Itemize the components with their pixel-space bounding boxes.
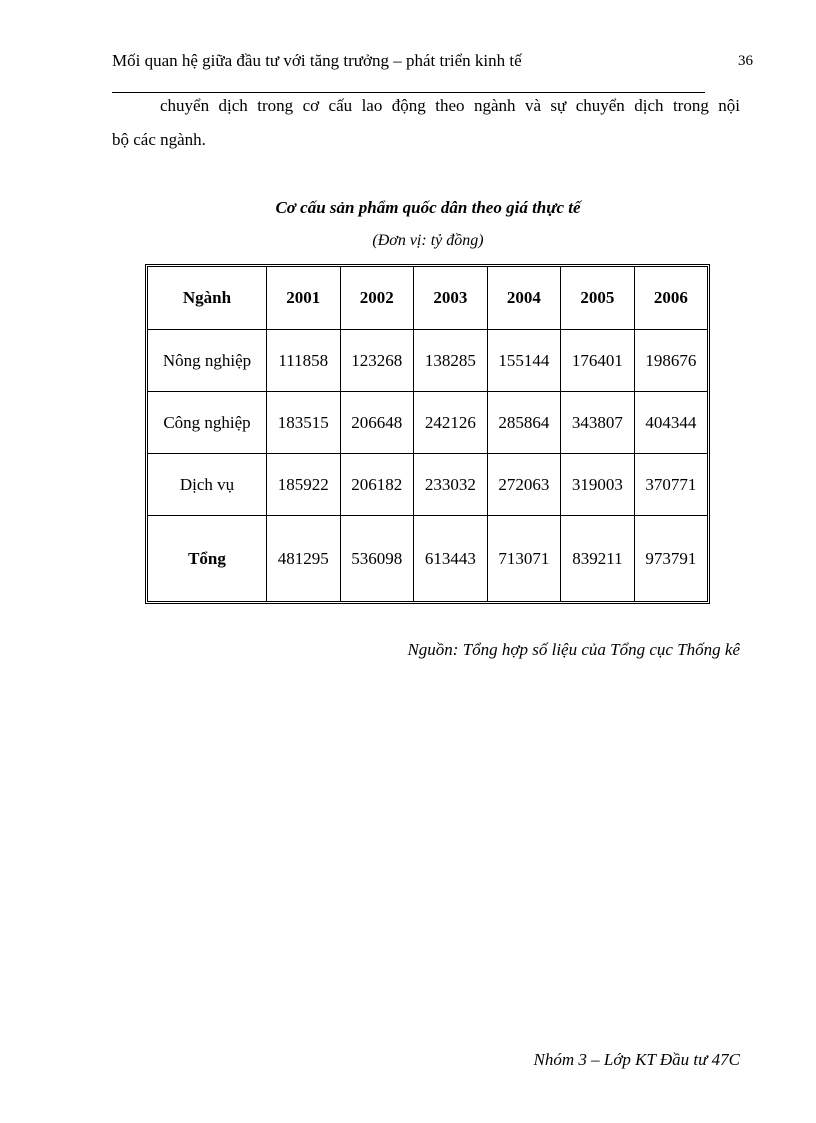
header-cell-2002: 2002	[340, 267, 414, 330]
header-cell-2006: 2006	[634, 267, 707, 330]
table-row-services	[148, 454, 707, 516]
row-label: Nông nghiệp	[148, 330, 267, 392]
body-paragraph-line-2: bộ các ngành.	[112, 130, 206, 149]
table-cell: 839211	[561, 516, 635, 603]
table-row-total	[148, 516, 707, 603]
table-row-agriculture	[148, 330, 707, 392]
table-cell: 176401	[561, 330, 635, 392]
table-title: Cơ cấu sản phẩm quốc dân theo giá thực tế	[275, 198, 581, 217]
table-row-industry	[148, 392, 707, 454]
header-cell-2001: 2001	[267, 267, 341, 330]
data-table-frame	[145, 264, 710, 604]
table-cell: 233032	[414, 454, 488, 516]
header-cell-2004: 2004	[487, 267, 561, 330]
table-cell: 198676	[634, 330, 707, 392]
header-rule	[112, 92, 705, 93]
table-cell: 613443	[414, 516, 488, 603]
row-label: Tổng	[148, 516, 267, 603]
table-cell: 183515	[267, 392, 341, 454]
table-cell: 242126	[414, 392, 488, 454]
table-header-row	[148, 267, 707, 330]
table-cell: 206182	[340, 454, 414, 516]
header-cell-2003: 2003	[414, 267, 488, 330]
table-cell: 272063	[487, 454, 561, 516]
table-cell: 206648	[340, 392, 414, 454]
header-cell-2005: 2005	[561, 267, 635, 330]
header-cell-sector: Ngành	[148, 267, 267, 330]
table-cell: 285864	[487, 392, 561, 454]
table-cell: 185922	[267, 454, 341, 516]
table-unit: (Đơn vị: tỷ đồng)	[372, 232, 484, 249]
table-cell: 319003	[561, 454, 635, 516]
table-cell: 111858	[267, 330, 341, 392]
row-label: Dịch vụ	[148, 454, 267, 516]
page-number: 36	[738, 53, 753, 69]
table-cell: 973791	[634, 516, 707, 603]
body-paragraph-line-1: chuyển dịch trong cơ cấu lao động theo ngành và sự chuyển dịch trong nội	[160, 96, 740, 115]
row-label: Công nghiệp	[148, 392, 267, 454]
table-cell: 713071	[487, 516, 561, 603]
table-cell: 343807	[561, 392, 635, 454]
table-cell: 370771	[634, 454, 707, 516]
table-cell: 481295	[267, 516, 341, 603]
table-cell: 155144	[487, 330, 561, 392]
footer-note: Nhóm 3 – Lớp KT Đầu tư 47C	[533, 1050, 740, 1069]
table-cell: 123268	[340, 330, 414, 392]
header-title: Mối quan hệ giữa đầu tư với tăng trưởng – phát triển kinh tế	[112, 51, 522, 70]
table-cell: 536098	[340, 516, 414, 603]
source-note: Nguồn: Tổng hợp số liệu của Tổng cục Thống kê	[407, 640, 740, 659]
table-cell: 404344	[634, 392, 707, 454]
table-cell: 138285	[414, 330, 488, 392]
data-table	[148, 267, 707, 602]
